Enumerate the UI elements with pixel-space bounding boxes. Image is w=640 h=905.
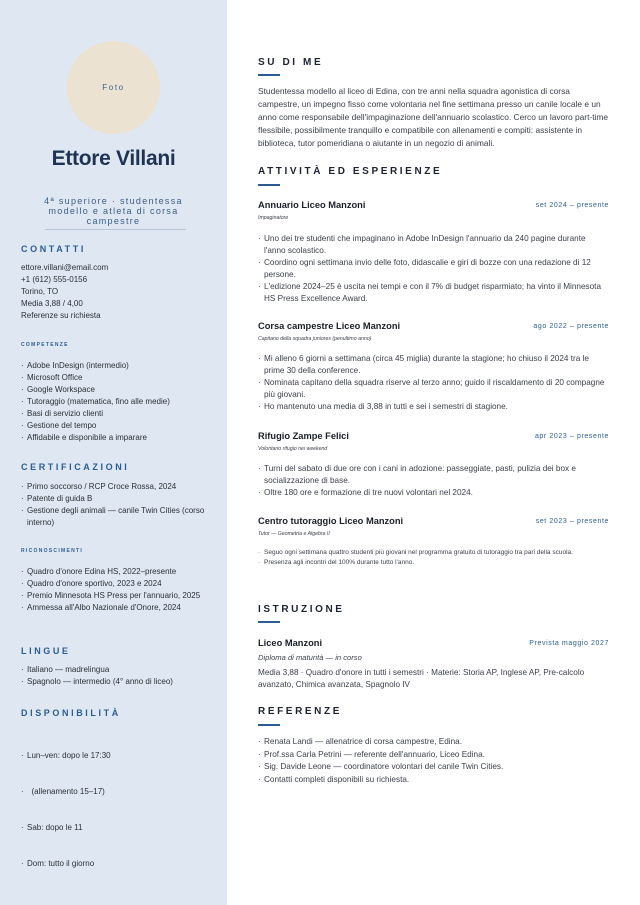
awards-list: [21, 566, 211, 614]
job-bullet: · Presenza agli incontri del 100% durante tutto l'anno.: [258, 558, 609, 568]
about-text: Studentessa modello al liceo di Edina, con tre anni nella squadra agonistica di corsa campestre, un impegno fisso come volontaria nel fine settimana presso un canile locale e un anno come responsabile dell'impaginazione dell'annuario scolastico. Cerco un lavoro part-time flessibile, possibilmente tranquillo e compatibile con allenamenti e compiti: assistente in biblioteca, tutor pomeridiana o aiutante in un negozio di animali.: [258, 86, 609, 148]
job-role: Impaginatore: [258, 215, 289, 221]
experience-heading-rule: [258, 184, 280, 186]
skill-item: · Gestione del tempo: [21, 420, 211, 432]
reference-item: · Prof.ssa Carla Petrini — referente dell'annuario, Liceo Edina.: [258, 749, 609, 762]
job-bullet: · L'edizione 2024–25 è uscita nei tempi e con il 7% di budget risparmiato; ha vinto il Minnesota HS Press Excellence Award.: [258, 281, 609, 305]
about-heading-rule: [258, 74, 280, 76]
job-date: set 2023 – presente: [535, 518, 609, 525]
job-bullet: · Nominata capitano della squadra riserve al terzo anno; guido il riscaldamento di 20 compagne più giovani.: [258, 377, 609, 401]
skill-item: · Google Workspace: [21, 384, 211, 396]
school-name: Liceo Manzoni: [258, 638, 323, 648]
job-date: set 2024 – presente: [535, 202, 609, 209]
references-list: [258, 736, 609, 786]
skills-list: [21, 360, 211, 444]
award-item: · Premio Minnesota HS Press per l'annuario, 2025: [21, 590, 211, 602]
photo-label: Foto: [102, 83, 125, 92]
contacts-heading: CONTATTI: [21, 244, 86, 254]
contacts-list: [21, 262, 211, 322]
skill-item: · Microsoft Office: [21, 372, 211, 384]
job-bullet: · Mi alleno 6 giorni a settimana (circa 45 miglia) durante la stagione; ho chiuso il 2024 tra le prime 30 della conference.: [258, 353, 609, 377]
reference-item: · Renata Landi — allenatrice di corsa campestre, Edina.: [258, 736, 609, 749]
experience-heading: ATTIVITÀ ED ESPERIENZE: [258, 166, 443, 177]
job-bullets: [258, 353, 609, 413]
about-heading: SU DI ME: [258, 57, 324, 68]
skill-item: · Basi di servizio clienti: [21, 408, 211, 420]
contact-email[interactable]: ettore.villani@email.com: [21, 263, 109, 272]
job-title: Rifugio Zampe Felici: [258, 431, 349, 441]
job-bullet: · Uno dei tre studenti che impaginano in Adobe InDesign l'annuario da 240 pagine durante l'anno scolastico.: [258, 233, 609, 257]
diploma: Diploma di maturità — in corso: [258, 653, 362, 662]
availability-item: · (allenamento 15–17): [21, 786, 211, 798]
award-item: · Ammessa all'Albo Nazionale d'Onore, 2024: [21, 602, 211, 614]
contact-phone[interactable]: +1 (612) 555-0156: [21, 275, 88, 284]
job-bullet: · Ho mantenuto una media di 3,88 in tutti e sei i semestri di stagione.: [258, 401, 609, 413]
candidate-name: Ettore Villani: [51, 147, 176, 170]
award-item: · Quadro d'onore Edina HS, 2022–presente: [21, 566, 211, 578]
certification-item: · Primo soccorso / RCP Croce Rossa, 2024: [21, 481, 211, 493]
job-title: Annuario Liceo Manzoni: [258, 200, 366, 210]
job-role: Volontario rifugio nei weekend: [258, 446, 328, 452]
job-bullet: · Seguo ogni settimana quattro studenti più giovani nel programma gratuito di tutoraggio tra pari della scuola.: [258, 548, 609, 558]
availability-item: · Dom: tutto il giorno: [21, 858, 211, 870]
skill-item: · Tutoraggio (matematica, fino alle medie): [21, 396, 211, 408]
availability-item: · Lun–ven: dopo le 17:30: [21, 750, 211, 762]
certification-item: · Gestione degli animali — canile Twin Cities (corso interno): [21, 505, 211, 529]
skill-item: · Affidabile e disponibile a imparare: [21, 432, 211, 444]
candidate-tagline: 4ª superiore · studentessa modello e atleta di corsa campestre: [44, 196, 183, 226]
job-date: apr 2023 – presente: [534, 433, 609, 440]
job-bullet: · Oltre 180 ore e formazione di tre nuovi volontari nel 2024.: [258, 487, 609, 499]
job-bullet: · Coordino ogni settimana invio delle foto, didascalie e giri di bozze con una redazione di 12 persone.: [258, 257, 609, 281]
graduation-date: Prevista maggio 2027: [529, 640, 609, 647]
references-heading-rule: [258, 724, 280, 726]
reference-item: · Contatti completi disponibili su richiesta.: [258, 774, 609, 787]
languages-list: [21, 664, 211, 688]
education-details: Media 3,88 · Quadro d'onore in tutti i semestri · Materie: Storia AP, Inglese AP, Pre-calcolo avanzato, Chimica avanzata, Spagnolo IV: [258, 668, 585, 689]
languages-heading: LINGUE: [21, 646, 71, 656]
contact-references-note: Referenze su richiesta: [21, 311, 101, 320]
skill-item: · Adobe InDesign (intermedio): [21, 360, 211, 372]
job-title: Corsa campestre Liceo Manzoni: [258, 321, 401, 331]
job-bullets: [258, 548, 609, 568]
job-title: Centro tutoraggio Liceo Manzoni: [258, 516, 404, 526]
tagline-divider: [45, 229, 186, 230]
job-role: Tutor — Geometria e Algebra II: [258, 531, 330, 537]
availability-list: [21, 726, 211, 894]
contact-location: Torino, TO: [21, 287, 59, 296]
references-heading: REFERENZE: [258, 706, 342, 717]
certification-item: · Patente di guida B: [21, 493, 211, 505]
availability-heading: DISPONIBILITÀ: [21, 708, 121, 718]
reference-item: · Sig. Davide Leone — coordinatore volontari del canile Twin Cities.: [258, 761, 609, 774]
skills-heading: COMPETENZE: [21, 342, 69, 348]
sidebar: [0, 0, 227, 905]
profile-photo-placeholder: [67, 41, 160, 134]
education-heading-rule: [258, 621, 280, 623]
job-bullets: [258, 233, 609, 305]
certifications-heading: CERTIFICAZIONI: [21, 462, 130, 472]
contact-gpa: Media 3,88 / 4,00: [21, 299, 83, 308]
language-item: · Italiano — madrelingua: [21, 664, 211, 676]
job-bullet: · Turni del sabato di due ore con i cani in adozione: passeggiate, pasti, pulizia dei box e socializzazione di base.: [258, 463, 609, 487]
job-bullets: [258, 463, 609, 499]
awards-heading: RICONOSCIMENTI: [21, 548, 84, 554]
certifications-list: [21, 481, 211, 529]
job-role: Capitano della squadra juniores (penultimo anno): [258, 336, 372, 342]
language-item: · Spagnolo — intermedio (4° anno di liceo): [21, 676, 211, 688]
availability-item: · Sab: dopo le 11: [21, 822, 211, 834]
job-date: ago 2022 – presente: [533, 323, 609, 330]
award-item: · Quadro d'onore sportivo, 2023 e 2024: [21, 578, 211, 590]
education-heading: ISTRUZIONE: [258, 604, 345, 615]
